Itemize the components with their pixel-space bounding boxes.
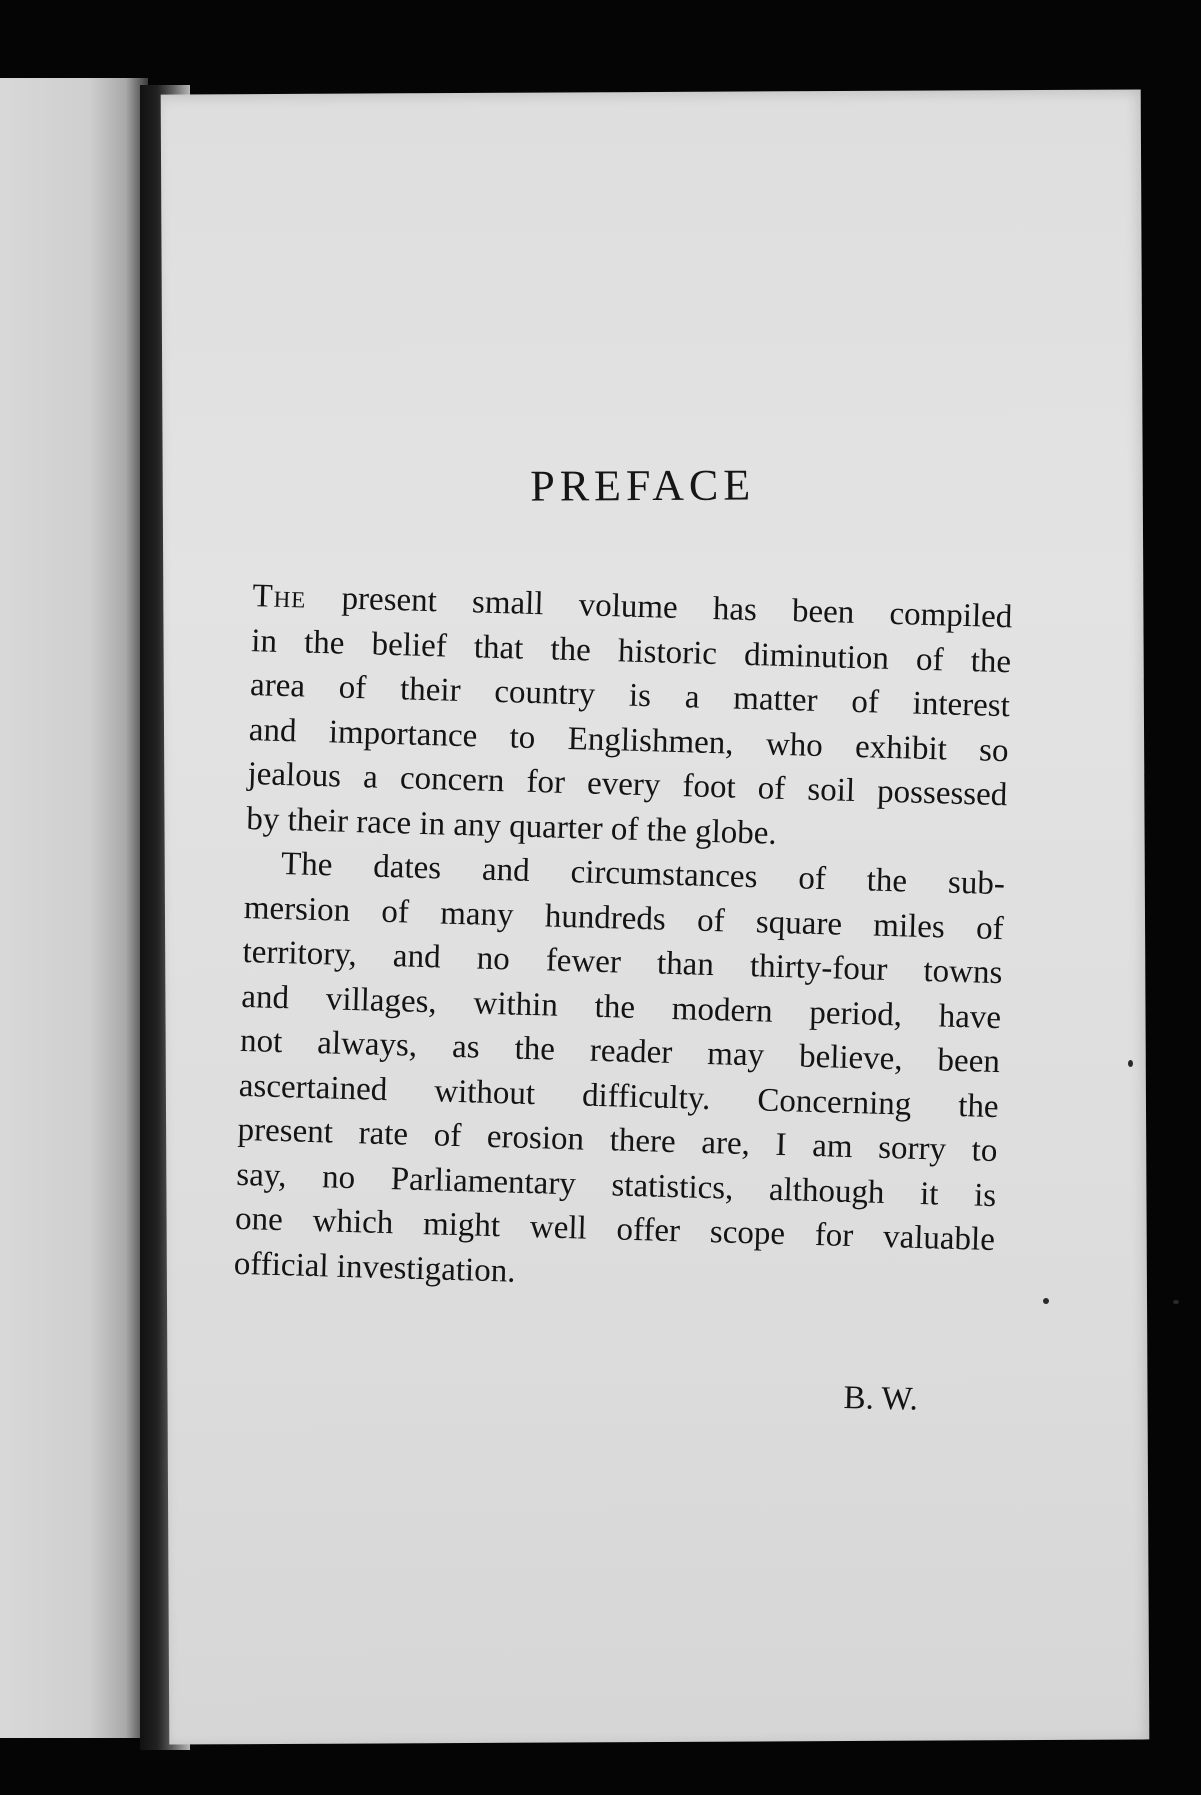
dust-speck [1173,1300,1179,1304]
paragraph-line: and villages, within the modern period, have [240,978,1002,1036]
paragraph-line: in the belief that the historic diminution of the [250,622,1012,680]
facing-page-edge [0,78,148,1738]
paragraph-line: ascertained without difficulty. Concerning the [238,1067,1000,1125]
paragraph-line: territory, and no fewer than thirty-four towns [242,933,1003,992]
preface-paragraph-2 [233,841,1005,1307]
paragraph-line: say, no Parliamentary statistics, although it is [235,1156,997,1214]
paragraph-line: not always, as the reader may believe, been [239,1022,1001,1081]
preface-body [233,574,1013,1307]
paragraph-line: jealous a concern for every foot of soil possessed [247,756,1008,814]
lead-word: The [252,578,307,616]
paragraph-line: The dates and circumstances of the sub- [280,845,1006,903]
paragraph-line: present rate of erosion there are, I am sorry to [237,1111,998,1170]
paragraph-line: and importance to Englishmen, who exhibit so [248,711,1010,769]
preface-paragraph-1 [246,574,1013,862]
paragraph-line-text: present small volume has been compiled [305,579,1013,636]
dust-speck [1043,1298,1049,1304]
book-page [161,89,1150,1744]
paragraph-line: mersion of many hundreds of square miles of [243,889,1005,947]
paragraph-line: area of their country is a matter of interest [249,667,1011,725]
paragraph-line: one which might well offer scope for valuable [234,1200,996,1259]
paragraph-line: by their race in any quarter of the globe. [245,800,778,852]
paragraph-line: official investigation. [233,1245,517,1290]
dust-speck [1128,1060,1133,1067]
page-heading: PREFACE [530,460,756,511]
author-initials: B. W. [843,1380,919,1418]
